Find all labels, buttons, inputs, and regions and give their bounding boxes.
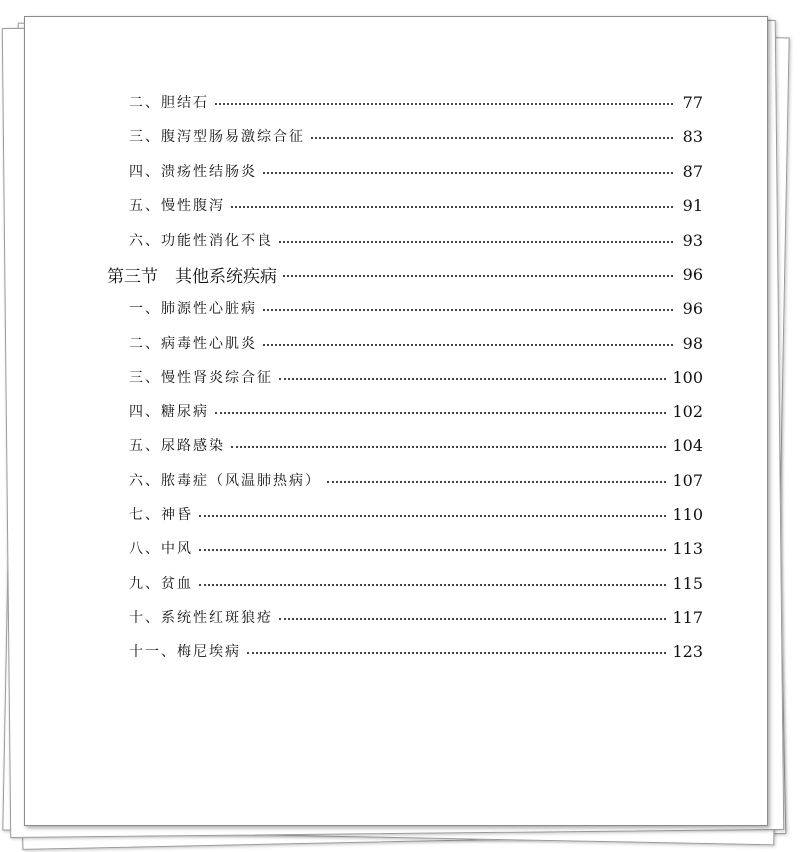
toc-entry-page: 100 xyxy=(672,367,703,387)
toc-entry-label: 五、尿路感染 xyxy=(129,438,225,454)
dot-leader xyxy=(199,515,666,517)
toc-entry xyxy=(129,394,703,428)
toc-entry-page: 104 xyxy=(672,435,703,455)
toc-page xyxy=(24,16,768,826)
toc-entry xyxy=(129,428,703,462)
toc-entry-page: 98 xyxy=(682,333,703,353)
toc-entry-label: 三、腹泻型肠易激综合征 xyxy=(129,129,305,145)
toc-entry xyxy=(129,634,703,668)
toc-entry-page: 123 xyxy=(672,641,703,661)
toc-entry-label: 十一、梅尼埃病 xyxy=(129,644,241,660)
toc-entry xyxy=(129,497,703,531)
toc-entry xyxy=(129,291,703,325)
toc-entry xyxy=(129,119,703,153)
toc-entry xyxy=(129,531,703,565)
toc-entry xyxy=(129,326,703,360)
toc-entry-page: 91 xyxy=(682,195,703,215)
toc-entry-label: 六、脓毒症（风温肺热病） xyxy=(129,473,321,489)
toc-entry-page: 115 xyxy=(672,573,703,593)
toc-entry-label: 六、功能性消化不良 xyxy=(129,233,273,249)
toc-entry xyxy=(129,360,703,394)
toc-entry-label: 五、慢性腹泻 xyxy=(129,198,225,214)
toc-entry-page: 110 xyxy=(672,504,703,524)
toc-entry-label: 七、神昏 xyxy=(129,507,193,523)
dot-leader xyxy=(311,137,673,139)
dot-leader xyxy=(215,103,673,105)
toc-entry-page: 93 xyxy=(682,230,703,250)
dot-leader xyxy=(263,344,673,346)
toc-entry xyxy=(129,463,703,497)
toc-entry xyxy=(129,600,703,634)
dot-leader xyxy=(199,584,666,586)
dot-leader xyxy=(263,172,673,174)
dot-leader xyxy=(279,618,666,620)
toc-entry-page: 107 xyxy=(672,470,703,490)
dot-leader xyxy=(231,446,666,448)
dot-leader xyxy=(231,206,673,208)
toc-section-heading xyxy=(107,257,703,291)
toc-entry-page: 83 xyxy=(682,126,703,146)
toc-entry-label: 四、溃疡性结肠炎 xyxy=(129,164,257,180)
toc-entry-label: 十、系统性红斑狼疮 xyxy=(129,610,273,626)
toc-entry-label: 一、肺源性心脏病 xyxy=(129,301,257,317)
toc-entry-page: 113 xyxy=(672,538,703,558)
toc-entry-label: 二、病毒性心肌炎 xyxy=(129,336,257,352)
toc-entry-page: 87 xyxy=(682,161,703,181)
toc-entry-label: 九、贫血 xyxy=(129,576,193,592)
toc-entry-page: 117 xyxy=(672,607,703,627)
dot-leader xyxy=(263,309,673,311)
toc-entry xyxy=(129,188,703,222)
toc-entry-label: 三、慢性肾炎综合征 xyxy=(129,370,273,386)
toc-entry xyxy=(129,566,703,600)
toc-section-page: 96 xyxy=(682,264,703,284)
dot-leader xyxy=(247,652,666,654)
dot-leader xyxy=(279,241,673,243)
dot-leader xyxy=(283,275,673,277)
toc-entry-label: 四、糖尿病 xyxy=(129,404,209,420)
toc-entry-page: 96 xyxy=(682,298,703,318)
toc-entry-label: 八、中风 xyxy=(129,541,193,557)
dot-leader xyxy=(215,412,666,414)
toc-entry xyxy=(129,223,703,257)
toc-entry-page: 102 xyxy=(672,401,703,421)
toc-entry xyxy=(129,154,703,188)
toc-entry xyxy=(129,85,703,119)
dot-leader xyxy=(199,549,666,551)
dot-leader xyxy=(327,481,666,483)
dot-leader xyxy=(279,378,666,380)
toc-entry-page: 77 xyxy=(682,92,703,112)
toc-entry-label: 二、胆结石 xyxy=(129,95,209,111)
toc-section-label: 第三节 其他系统疾病 xyxy=(107,266,277,287)
